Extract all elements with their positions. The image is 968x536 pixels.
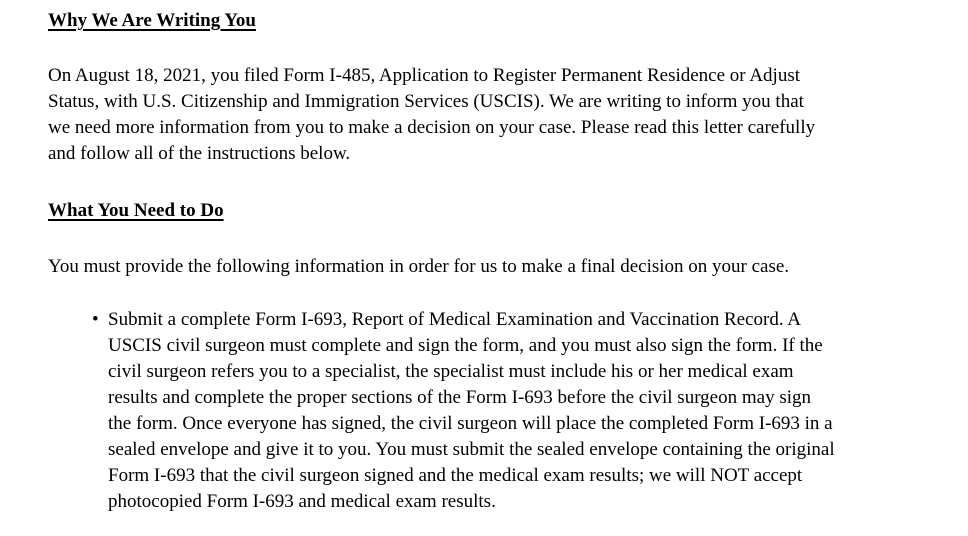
bullet-line: sealed envelope and give it to you. You must submit the sealed envelope containing the original: [108, 439, 835, 460]
bullet-line: Submit a complete Form I-693, Report of Medical Examination and Vaccination Record. A: [108, 309, 801, 330]
what-intro-paragraph: [48, 254, 948, 280]
why-paragraph: [48, 63, 948, 167]
bullet-line: results and complete the proper sections of the Form I-693 before the civil surgeon may sign: [108, 387, 811, 408]
bullet-line: photocopied Form I-693 and medical exam results.: [108, 491, 496, 512]
bullet-line: USCIS civil surgeon must complete and sign the form, and you must also sign the form. If the: [108, 335, 823, 356]
paragraph-line: On August 18, 2021, you filed Form I-485, Application to Register Permanent Residence or Adjust: [48, 65, 800, 86]
bullet-text: [108, 307, 835, 515]
paragraph-line: Status, with U.S. Citizenship and Immigration Services (USCIS). We are writing to inform you that: [48, 91, 804, 112]
bullet-line: Form I-693 that the civil surgeon signed and the medical exam results; we will NOT accept: [108, 465, 803, 486]
bullet-line: civil surgeon refers you to a specialist, the specialist must include his or her medical exam: [108, 361, 794, 382]
bullet-line: the form. Once everyone has signed, the civil surgeon will place the completed Form I-693 in a: [108, 413, 833, 434]
intro-line: You must provide the following information in order for us to make a final decision on your case.: [48, 256, 790, 277]
bullet-icon: •: [92, 309, 99, 330]
paragraph-line: we need more information from you to make a decision on your case. Please read this letter carefully: [48, 117, 816, 138]
section-heading-why: Why We Are Writing You: [48, 10, 256, 31]
paragraph-line: and follow all of the instructions below.: [48, 143, 351, 164]
section-heading-what: What You Need to Do: [48, 200, 224, 221]
